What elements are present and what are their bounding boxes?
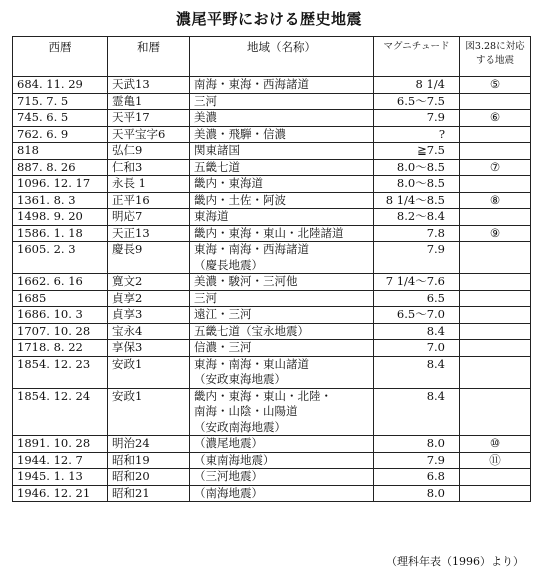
cell-magnitude: 8.4: [374, 388, 460, 436]
cell-figure-mark: [460, 126, 531, 143]
cell-seireki: 1361. 8. 3: [13, 192, 108, 209]
cell-wareki: 昭和19: [108, 452, 190, 469]
cell-wareki: 貞享3: [108, 307, 190, 324]
cell-region: [190, 192, 374, 209]
table-row: [13, 242, 531, 274]
cell-seireki: 1662. 6. 16: [13, 274, 108, 291]
region-line: 東海・南海・東山諸道: [194, 356, 309, 371]
cell-figure-mark: [460, 388, 531, 436]
cell-wareki: 霊亀1: [108, 93, 190, 110]
cell-seireki: 1605. 2. 3: [13, 242, 108, 274]
region-line: 美濃・飛騨・信濃: [194, 126, 286, 141]
region-line: 関東諸国: [194, 143, 240, 157]
table-row: [13, 143, 531, 160]
table-row: [13, 469, 531, 486]
region-line: 畿内・東海・東山・北陸・: [194, 388, 332, 403]
region-line: 五畿七道: [194, 159, 240, 174]
cell-magnitude: 6.5〜7.0: [374, 307, 460, 324]
cell-figure-mark: ⑧: [460, 192, 531, 209]
region-line: （東南海地震）: [194, 452, 275, 467]
cell-wareki: 仁和3: [108, 159, 190, 176]
table-title: 濃尾平野における歴史地震: [175, 10, 362, 28]
cell-wareki: 昭和21: [108, 485, 190, 502]
cell-region: [190, 126, 374, 143]
cell-magnitude: 7 1/4〜7.6: [374, 274, 460, 291]
cell-magnitude: 6.5: [374, 290, 460, 307]
cell-figure-mark: [460, 323, 531, 340]
cell-wareki: 慶長9: [108, 242, 190, 274]
region-line: 信濃・三河: [194, 340, 252, 354]
cell-magnitude: 8.4: [374, 356, 460, 388]
cell-seireki: 1854. 12. 24: [13, 388, 108, 436]
table-row: [13, 225, 531, 242]
cell-region: [190, 388, 374, 436]
region-line: （安政南海地震）: [194, 419, 286, 434]
cell-seireki: 1891. 10. 28: [13, 436, 108, 453]
cell-seireki: 1686. 10. 3: [13, 307, 108, 324]
table-row: [13, 77, 531, 94]
cell-seireki: 715. 7. 5: [13, 93, 108, 110]
cell-figure-mark: [460, 242, 531, 274]
cell-seireki: 745. 6. 5: [13, 110, 108, 127]
region-line: 南海・山陰・山陽道: [194, 404, 298, 418]
cell-figure-mark: [460, 307, 531, 324]
cell-seireki: 1498. 9. 20: [13, 209, 108, 226]
cell-seireki: 1854. 12. 23: [13, 356, 108, 388]
region-line: （三河地震）: [194, 469, 263, 483]
table-header-row: [13, 37, 531, 77]
table-row: [13, 485, 531, 502]
region-line: 畿内・東海道: [194, 176, 263, 190]
cell-region: [190, 143, 374, 160]
region-line: 遠江・三河: [194, 307, 252, 321]
cell-region: [190, 307, 374, 324]
cell-wareki: 永長 1: [108, 176, 190, 193]
cell-region: [190, 110, 374, 127]
cell-figure-mark: [460, 469, 531, 486]
cell-figure-mark: [460, 176, 531, 193]
table-row: [13, 159, 531, 176]
cell-seireki: 1096. 12. 17: [13, 176, 108, 193]
table-row: [13, 274, 531, 291]
region-line: （安政東海地震）: [194, 372, 286, 386]
cell-figure-mark: ⑦: [460, 159, 531, 176]
region-line: 畿内・土佐・阿波: [194, 192, 286, 207]
cell-figure-mark: ⑤: [460, 77, 531, 94]
cell-wareki: 天平17: [108, 110, 190, 127]
cell-figure-mark: [460, 209, 531, 226]
cell-magnitude: 6.5〜7.5: [374, 93, 460, 110]
cell-wareki: 正平16: [108, 192, 190, 209]
region-line: 美濃・駿河・三河他: [194, 274, 298, 288]
cell-region: [190, 176, 374, 193]
cell-seireki: 1946. 12. 21: [13, 485, 108, 502]
cell-wareki: 安政1: [108, 356, 190, 388]
cell-wareki: 昭和20: [108, 469, 190, 486]
cell-magnitude: 8.0: [374, 436, 460, 453]
cell-magnitude: 8.4: [374, 323, 460, 340]
cell-wareki: 天平宝字6: [108, 126, 190, 143]
cell-figure-mark: [460, 485, 531, 502]
cell-seireki: 684. 11. 29: [13, 77, 108, 94]
table-row: [13, 290, 531, 307]
table-row: [13, 452, 531, 469]
table-row: [13, 126, 531, 143]
table-row: [13, 323, 531, 340]
cell-figure-mark: ⑪: [460, 452, 531, 469]
cell-figure-mark: ⑨: [460, 225, 531, 242]
cell-seireki: 818: [13, 143, 108, 160]
region-line: 五畿七道（宝永地震）: [194, 323, 309, 338]
cell-magnitude: 8.0〜8.5: [374, 176, 460, 193]
cell-magnitude: ?: [374, 126, 460, 143]
cell-figure-mark: ⑩: [460, 436, 531, 453]
cell-region: [190, 159, 374, 176]
cell-wareki: 天武13: [108, 77, 190, 94]
cell-magnitude: 7.0: [374, 340, 460, 357]
cell-figure-mark: [460, 93, 531, 110]
table-row: [13, 209, 531, 226]
cell-figure-mark: [460, 290, 531, 307]
cell-region: [190, 93, 374, 110]
cell-magnitude: ≧7.5: [374, 143, 460, 160]
cell-magnitude: 8.0: [374, 485, 460, 502]
cell-wareki: 貞享2: [108, 290, 190, 307]
cell-magnitude: 8.0〜8.5: [374, 159, 460, 176]
cell-seireki: 1944. 12. 7: [13, 452, 108, 469]
cell-magnitude: 8 1/4: [374, 77, 460, 94]
region-line: 畿内・東海・東山・北陸諸道: [194, 225, 344, 240]
cell-magnitude: 7.9: [374, 110, 460, 127]
cell-region: [190, 452, 374, 469]
cell-magnitude: 6.8: [374, 469, 460, 486]
cell-wareki: 安政1: [108, 388, 190, 436]
table-row: [13, 340, 531, 357]
cell-region: [190, 225, 374, 242]
cell-wareki: 享保3: [108, 340, 190, 357]
header-figure-ref: 図3.28に対応する地震: [460, 37, 531, 77]
header-magnitude: マグニチュード: [374, 37, 460, 77]
cell-wareki: 寛文2: [108, 274, 190, 291]
cell-magnitude: 7.9: [374, 452, 460, 469]
cell-region: [190, 356, 374, 388]
cell-region: [190, 274, 374, 291]
table-row: [13, 436, 531, 453]
region-line: （南海地震）: [194, 485, 263, 500]
region-line: 南海・東海・西海諸道: [194, 77, 309, 91]
region-line: 東海道: [194, 209, 229, 223]
region-line: 三河: [194, 290, 217, 305]
cell-wareki: 明治24: [108, 436, 190, 453]
source-note: （理科年表（1996）より）: [386, 555, 524, 568]
cell-seireki: 1586. 1. 18: [13, 225, 108, 242]
cell-figure-mark: ⑥: [460, 110, 531, 127]
cell-region: [190, 209, 374, 226]
cell-seireki: 1945. 1. 13: [13, 469, 108, 486]
header-region: 地域（名称）: [190, 37, 374, 77]
header-wareki: 和暦: [108, 37, 190, 77]
cell-seireki: 1718. 8. 22: [13, 340, 108, 357]
table-body: [13, 77, 531, 502]
region-line: 美濃: [194, 110, 217, 124]
table-row: [13, 110, 531, 127]
cell-wareki: 宝永4: [108, 323, 190, 340]
cell-seireki: 1707. 10. 28: [13, 323, 108, 340]
cell-figure-mark: [460, 340, 531, 357]
table-row: [13, 307, 531, 324]
cell-magnitude: 7.8: [374, 225, 460, 242]
cell-seireki: 887. 8. 26: [13, 159, 108, 176]
cell-region: [190, 242, 374, 274]
cell-figure-mark: [460, 356, 531, 388]
cell-region: [190, 77, 374, 94]
region-line: 三河: [194, 93, 217, 108]
earthquake-table: [12, 36, 531, 502]
region-line: （慶長地震）: [194, 257, 263, 272]
region-line: 東海・南海・西海諸道: [194, 242, 309, 256]
header-seireki: 西暦: [13, 37, 108, 77]
region-line: （濃尾地震）: [194, 436, 263, 450]
cell-region: [190, 485, 374, 502]
cell-magnitude: 8 1/4〜8.5: [374, 192, 460, 209]
cell-region: [190, 323, 374, 340]
cell-region: [190, 340, 374, 357]
cell-wareki: 明応7: [108, 209, 190, 226]
cell-wareki: 天正13: [108, 225, 190, 242]
table-row: [13, 176, 531, 193]
cell-region: [190, 436, 374, 453]
cell-wareki: 弘仁9: [108, 143, 190, 160]
table-row: [13, 93, 531, 110]
table-row: [13, 388, 531, 436]
cell-figure-mark: [460, 143, 531, 160]
cell-figure-mark: [460, 274, 531, 291]
cell-region: [190, 469, 374, 486]
cell-magnitude: 8.2〜8.4: [374, 209, 460, 226]
cell-seireki: 762. 6. 9: [13, 126, 108, 143]
cell-seireki: 1685: [13, 290, 108, 307]
table-row: [13, 192, 531, 209]
cell-region: [190, 290, 374, 307]
cell-magnitude: 7.9: [374, 242, 460, 274]
table-row: [13, 356, 531, 388]
